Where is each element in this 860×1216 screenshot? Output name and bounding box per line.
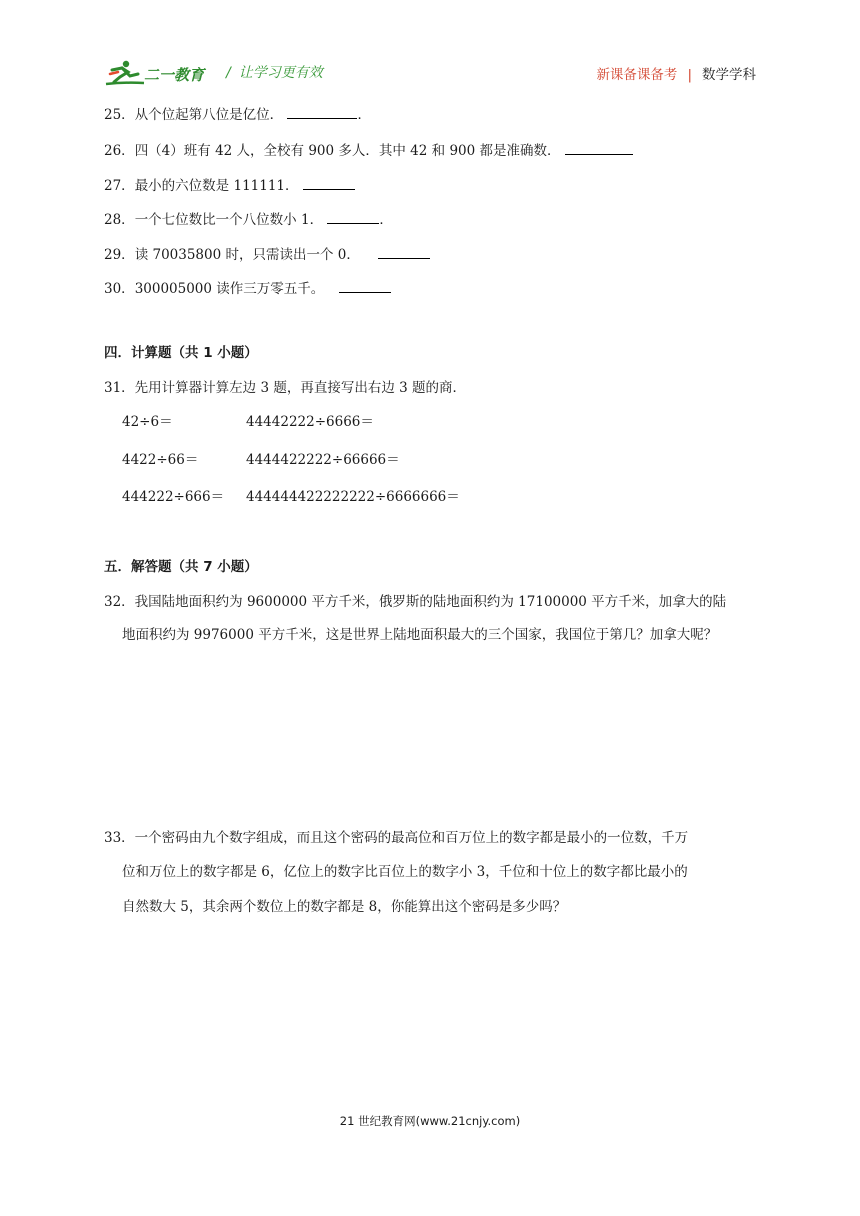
page-footer: 21 世纪教育网(www.21cnjy.com) xyxy=(339,1114,521,1128)
calc-right-2: 4444422222÷66666＝ xyxy=(246,452,400,468)
logo-text: 二一教育 xyxy=(144,66,205,84)
question-32-line-2: 地面积约为 9976000 平方千米，这是世界上陆地面积最大的三个国家，我国位于第几？加拿大呢？ xyxy=(122,627,718,643)
answer-blank[interactable] xyxy=(303,175,355,190)
section-4-title: 四．计算题（共 1 小题） xyxy=(104,345,258,361)
answer-blank[interactable] xyxy=(327,209,379,224)
page-header xyxy=(0,0,860,96)
answer-blank[interactable] xyxy=(287,104,357,119)
header-subject xyxy=(596,63,756,83)
question-32-line-1: 32．我国陆地面积约为 9600000 平方千米，俄罗斯的陆地面积约为 17100000 平方千米，加拿大的陆 xyxy=(104,594,727,610)
question-33-line-3: 自然数大 5，其余两个数位上的数字都是 8，你能算出这个密码是多少吗？ xyxy=(122,899,567,915)
answer-blank[interactable] xyxy=(565,140,633,155)
question-26: 26．四（4）班有 42 人，全校有 900 多人．其中 42 和 900 都是准确数． xyxy=(104,140,633,161)
calc-right-1: 44442222÷6666＝ xyxy=(246,414,374,430)
answer-blank[interactable] xyxy=(339,278,391,293)
question-33-line-1: 33．一个密码由九个数字组成，而且这个密码的最高位和百万位上的数字都是最小的一位数，千万 xyxy=(104,830,689,846)
section-5-title: 五．解答题（共 7 小题） xyxy=(104,559,258,575)
header-subject-label: 数学学科 xyxy=(702,67,756,83)
calc-left-1: 42÷6＝ xyxy=(122,414,173,430)
header-course-label: 新课备课备考 xyxy=(596,67,678,83)
question-25: 25．从个位起第八位是亿位． ． xyxy=(104,104,371,125)
question-28: 28．一个七位数比一个八位数小 1． ． xyxy=(104,209,393,230)
calc-left-3: 444222÷666＝ xyxy=(122,489,225,505)
question-29: 29．读 70035800 时，只需读出一个 0． xyxy=(104,244,430,265)
logo xyxy=(104,58,218,88)
logo-runner-icon xyxy=(104,58,218,88)
question-33-line-2: 位和万位上的数字都是 6，亿位上的数字比百位上的数字小 3，千位和十位上的数字都比最小的 xyxy=(122,864,688,880)
question-27: 27．最小的六位数是 111111． xyxy=(104,175,355,196)
question-31: 31．先用计算器计算左边 3 题，再直接写出右边 3 题的商． xyxy=(104,380,467,396)
slogan: / 让学习更有效 xyxy=(226,65,323,81)
question-30: 30．300005000 读作三万零五千。 xyxy=(104,278,391,299)
header-separator: | xyxy=(687,67,692,83)
calc-right-3: 444444422222222÷6666666＝ xyxy=(246,489,460,505)
answer-blank[interactable] xyxy=(378,244,430,259)
calc-left-2: 4422÷66＝ xyxy=(122,452,199,468)
